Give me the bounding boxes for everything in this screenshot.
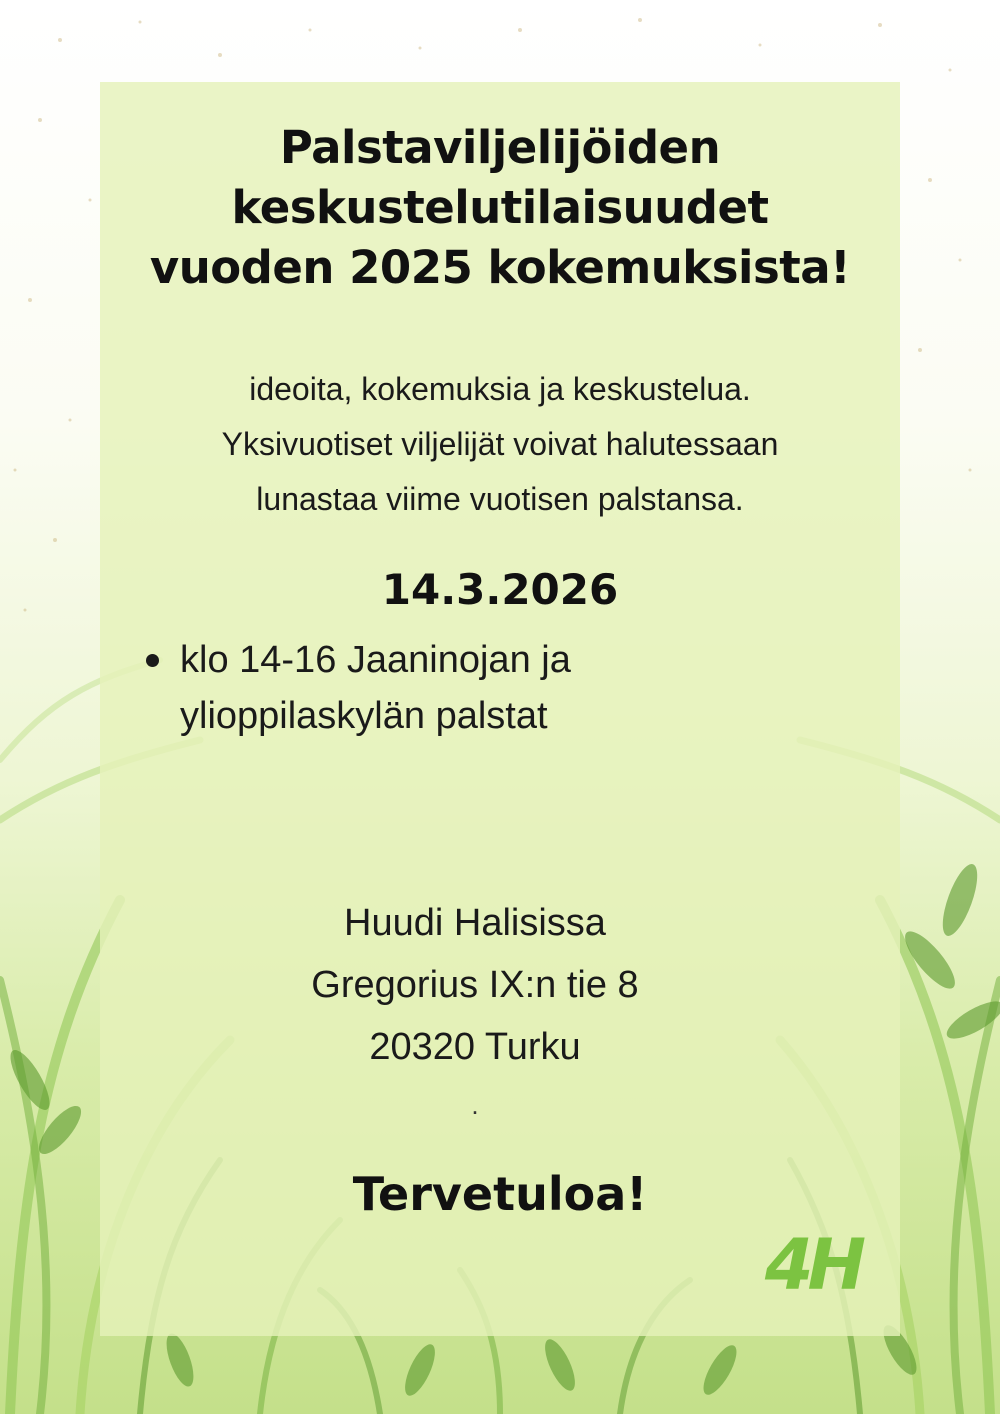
- separator-dot: .: [471, 1090, 479, 1120]
- intro-line: ideoita, kokemuksia ja keskustelua.: [249, 371, 751, 407]
- title-line: keskustelutilaisuudet: [231, 181, 769, 234]
- bullet-icon: [146, 654, 159, 667]
- title-line: Palstaviljelijöiden: [279, 121, 721, 174]
- list-item-line: ylioppilaskylän palstat: [180, 695, 548, 737]
- welcome-text: Tervetuloa!: [352, 1167, 648, 1221]
- address-line: Gregorius IX:n tie 8: [311, 964, 639, 1006]
- venue-address: [75, 892, 875, 1078]
- intro-line: Yksivuotiset viljelijät voivat halutessaan: [221, 426, 779, 462]
- intro-text: [100, 362, 900, 527]
- list-item-line: klo 14-16 Jaaninojan ja: [180, 639, 571, 681]
- address-line: Huudi Halisissa: [344, 902, 606, 944]
- page-title: [100, 118, 900, 298]
- intro-line: lunastaa viime vuotisen palstansa.: [256, 481, 744, 517]
- address-line: 20320 Turku: [369, 1026, 581, 1068]
- title-line: vuoden 2025 kokemuksista!: [149, 241, 851, 294]
- event-date: 14.3.2026: [381, 565, 619, 614]
- 4h-logo: 4H: [764, 1224, 861, 1306]
- list-item: [140, 632, 840, 744]
- event-list: [140, 632, 840, 744]
